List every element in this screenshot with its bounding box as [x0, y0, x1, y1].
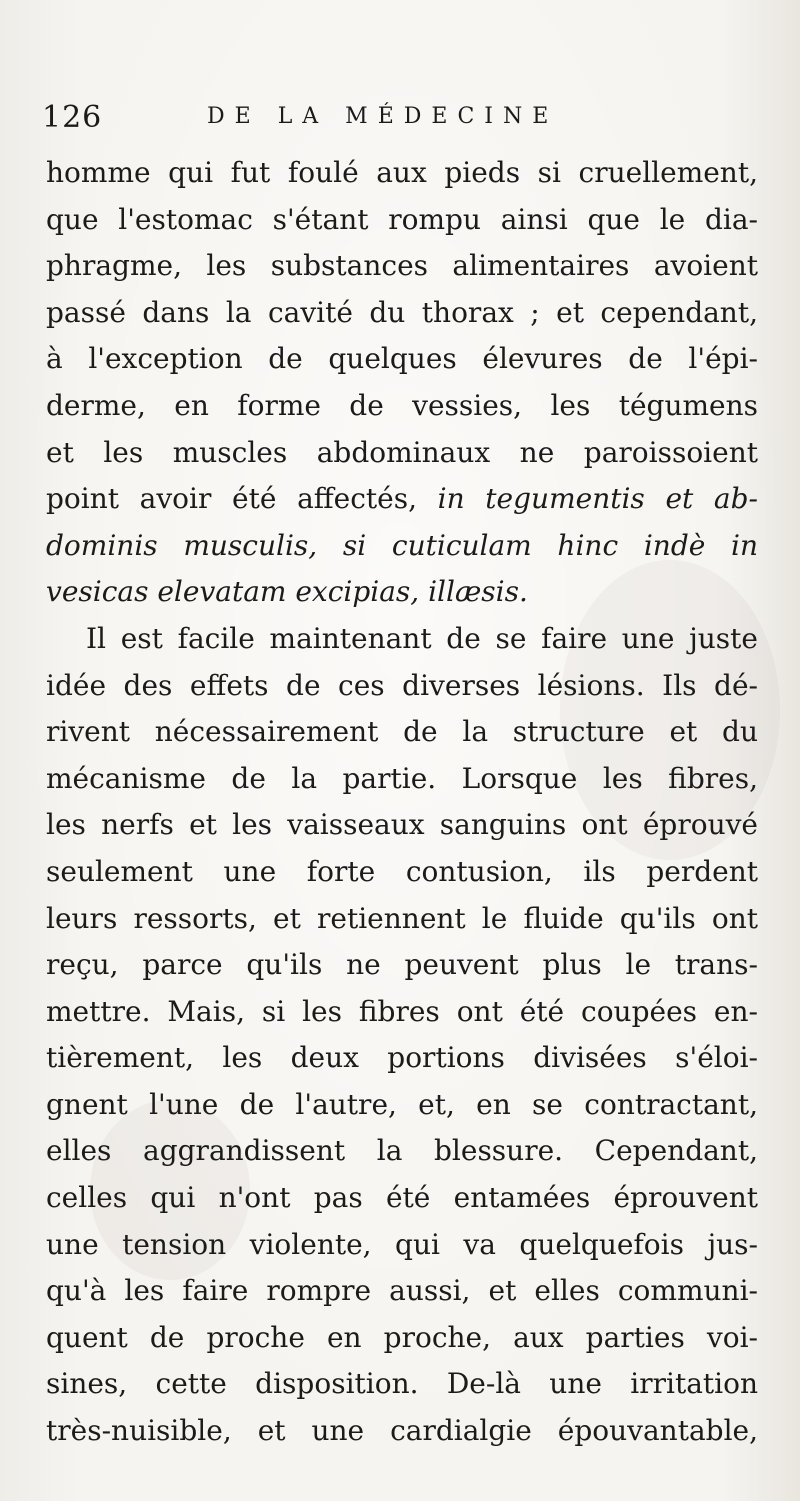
text-line: phragme, les substances alimentaires avoient	[46, 249, 758, 283]
paragraph-start-line: Il est facile maintenant de se faire une juste	[86, 621, 758, 655]
text-line: mettre. Mais, si les fibres ont été coupées en-	[46, 994, 758, 1028]
text-line: quent de proche en proche, aux parties voi-	[46, 1320, 758, 1354]
latin-quotation: in tegumentis et ab-	[437, 482, 758, 516]
text-line: tièrement, les deux portions divisées s'éloi-	[46, 1041, 758, 1075]
text-line: rivent nécessairement de la structure et du	[46, 715, 758, 749]
text-line: derme, en forme de vessies, les tégumens	[46, 388, 758, 422]
running-head: DE LA MÉDECINE	[207, 104, 559, 129]
text-segment: point avoir été affectés,	[46, 482, 438, 516]
page-number: 126	[42, 100, 103, 135]
text-line: leurs ressorts, et retiennent le fluide qu'ils ont	[46, 901, 758, 935]
text-line: reçu, parce qu'ils ne peuvent plus le trans-	[46, 948, 758, 982]
latin-quotation-line: vesicas elevatam excipias, illæsis.	[46, 575, 528, 609]
text-line: elles aggrandissent la blessure. Cependant,	[46, 1134, 758, 1168]
text-line: et les muscles abdominaux ne paroissoient	[46, 435, 758, 469]
text-line: sines, cette disposition. De-là une irritation	[46, 1367, 758, 1401]
text-line: passé dans la cavité du thorax ; et cependant,	[46, 295, 758, 329]
latin-quotation-line: dominis musculis, si cuticulam hinc indè in	[46, 528, 758, 562]
text-line: seulement une forte contusion, ils perdent	[46, 854, 758, 888]
text-line: gnent l'une de l'autre, et, en se contractant,	[46, 1087, 758, 1121]
text-line: qu'à les faire rompre aussi, et elles communi-	[46, 1274, 758, 1308]
text-line: les nerfs et les vaisseaux sanguins ont éprouvé	[46, 808, 758, 842]
text-line: homme qui fut foulé aux pieds si cruellement,	[46, 156, 758, 189]
text-line: très-nuisible, et une cardialgie épouvantable,	[46, 1414, 758, 1448]
text-line: idée des effets de ces diverses lésions. Ils dé-	[46, 668, 758, 702]
text-line: à l'exception de quelques élevures de l'épi-	[46, 342, 758, 376]
text-line: celles qui n'ont pas été entamées éprouvent	[46, 1181, 758, 1215]
page-header	[42, 100, 602, 140]
text-line: une tension violente, qui va quelquefois jus-	[46, 1227, 758, 1261]
body-text	[46, 150, 758, 1455]
text-line	[46, 476, 758, 523]
text-line: mécanisme de la partie. Lorsque les fibres,	[46, 761, 758, 795]
text-line: que l'estomac s'étant rompu ainsi que le dia-	[46, 202, 758, 236]
